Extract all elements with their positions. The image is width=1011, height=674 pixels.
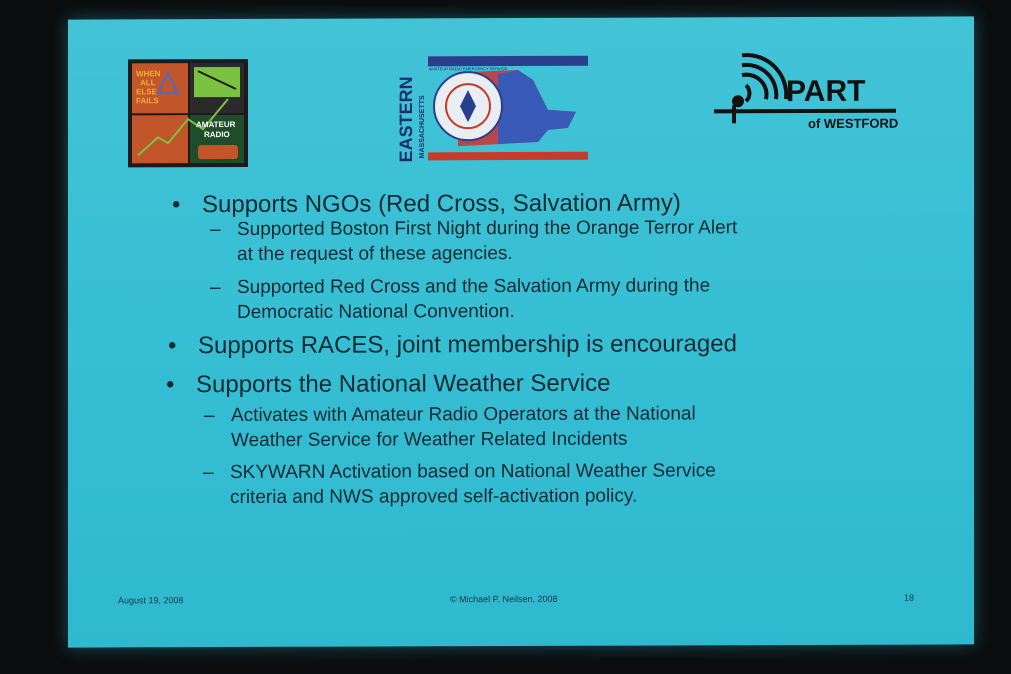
part-sub-text: of WESTFORD bbox=[808, 115, 898, 131]
sub-line: Supported Boston First Night during the Orange Terror Alert bbox=[237, 217, 738, 240]
projected-slide bbox=[68, 16, 974, 647]
footer-date: August 19, 2008 bbox=[118, 595, 184, 606]
sub-dash: – bbox=[210, 277, 221, 299]
sub-dash: – bbox=[203, 462, 214, 484]
sub-line: criteria and NWS approved self-activation policy. bbox=[230, 485, 638, 509]
sub-bullet-item bbox=[204, 401, 696, 453]
waef-label-1: AMATEUR bbox=[196, 119, 236, 130]
sub-bullet-item bbox=[210, 273, 711, 325]
sub-bullet-item bbox=[210, 215, 738, 267]
sub-bullet-item bbox=[203, 458, 716, 510]
ema-seal-text: AMATEUR RADIO EMERGENCY SERVICE bbox=[428, 66, 508, 72]
sub-dash: – bbox=[210, 219, 221, 241]
sub-dash: – bbox=[204, 405, 215, 427]
footer-copyright: © Michael P. Neilsen, 2008 bbox=[450, 593, 558, 605]
bullet-text: Supports RACES, joint membership is encouraged bbox=[198, 330, 737, 360]
sub-line: Supported Red Cross and the Salvation Army during the bbox=[237, 275, 711, 298]
sub-line: Weather Service for Weather Related Incidents bbox=[231, 428, 628, 452]
bullet-item bbox=[172, 189, 681, 219]
when-all-else-fails-logo bbox=[128, 59, 248, 167]
waef-line-1: WHEN bbox=[136, 69, 161, 79]
bullet-dot: • bbox=[172, 191, 181, 219]
bullet-dot: • bbox=[168, 332, 177, 360]
sub-line: SKYWARN Activation based on National Weather Service bbox=[230, 460, 716, 484]
sub-line: at the request of these agencies. bbox=[237, 243, 513, 265]
ema-state-text: MASSACHUSETTS bbox=[419, 95, 426, 159]
part-of-westford-logo bbox=[708, 53, 898, 134]
waef-line-2: ALL bbox=[140, 78, 156, 88]
waef-line-3: ELSE bbox=[136, 87, 157, 97]
sub-line: Democratic National Convention. bbox=[237, 301, 515, 323]
waef-label-2: RADIO bbox=[204, 130, 230, 140]
sub-line: Activates with Amateur Radio Operators at the National bbox=[231, 403, 696, 427]
waef-line-4: FAILS bbox=[136, 96, 159, 106]
part-name-text: PART bbox=[786, 74, 866, 109]
footer-page-number: 18 bbox=[904, 592, 915, 603]
ema-eastern-text: EASTERN bbox=[398, 76, 416, 163]
eastern-massachusetts-ares-logo bbox=[398, 50, 588, 167]
bullet-text: Supports NGOs (Red Cross, Salvation Army) bbox=[202, 189, 681, 219]
bullet-dot: • bbox=[166, 371, 175, 399]
bullet-text: Supports the National Weather Service bbox=[196, 369, 611, 399]
bullet-item bbox=[168, 330, 737, 360]
bullet-item bbox=[166, 369, 611, 399]
